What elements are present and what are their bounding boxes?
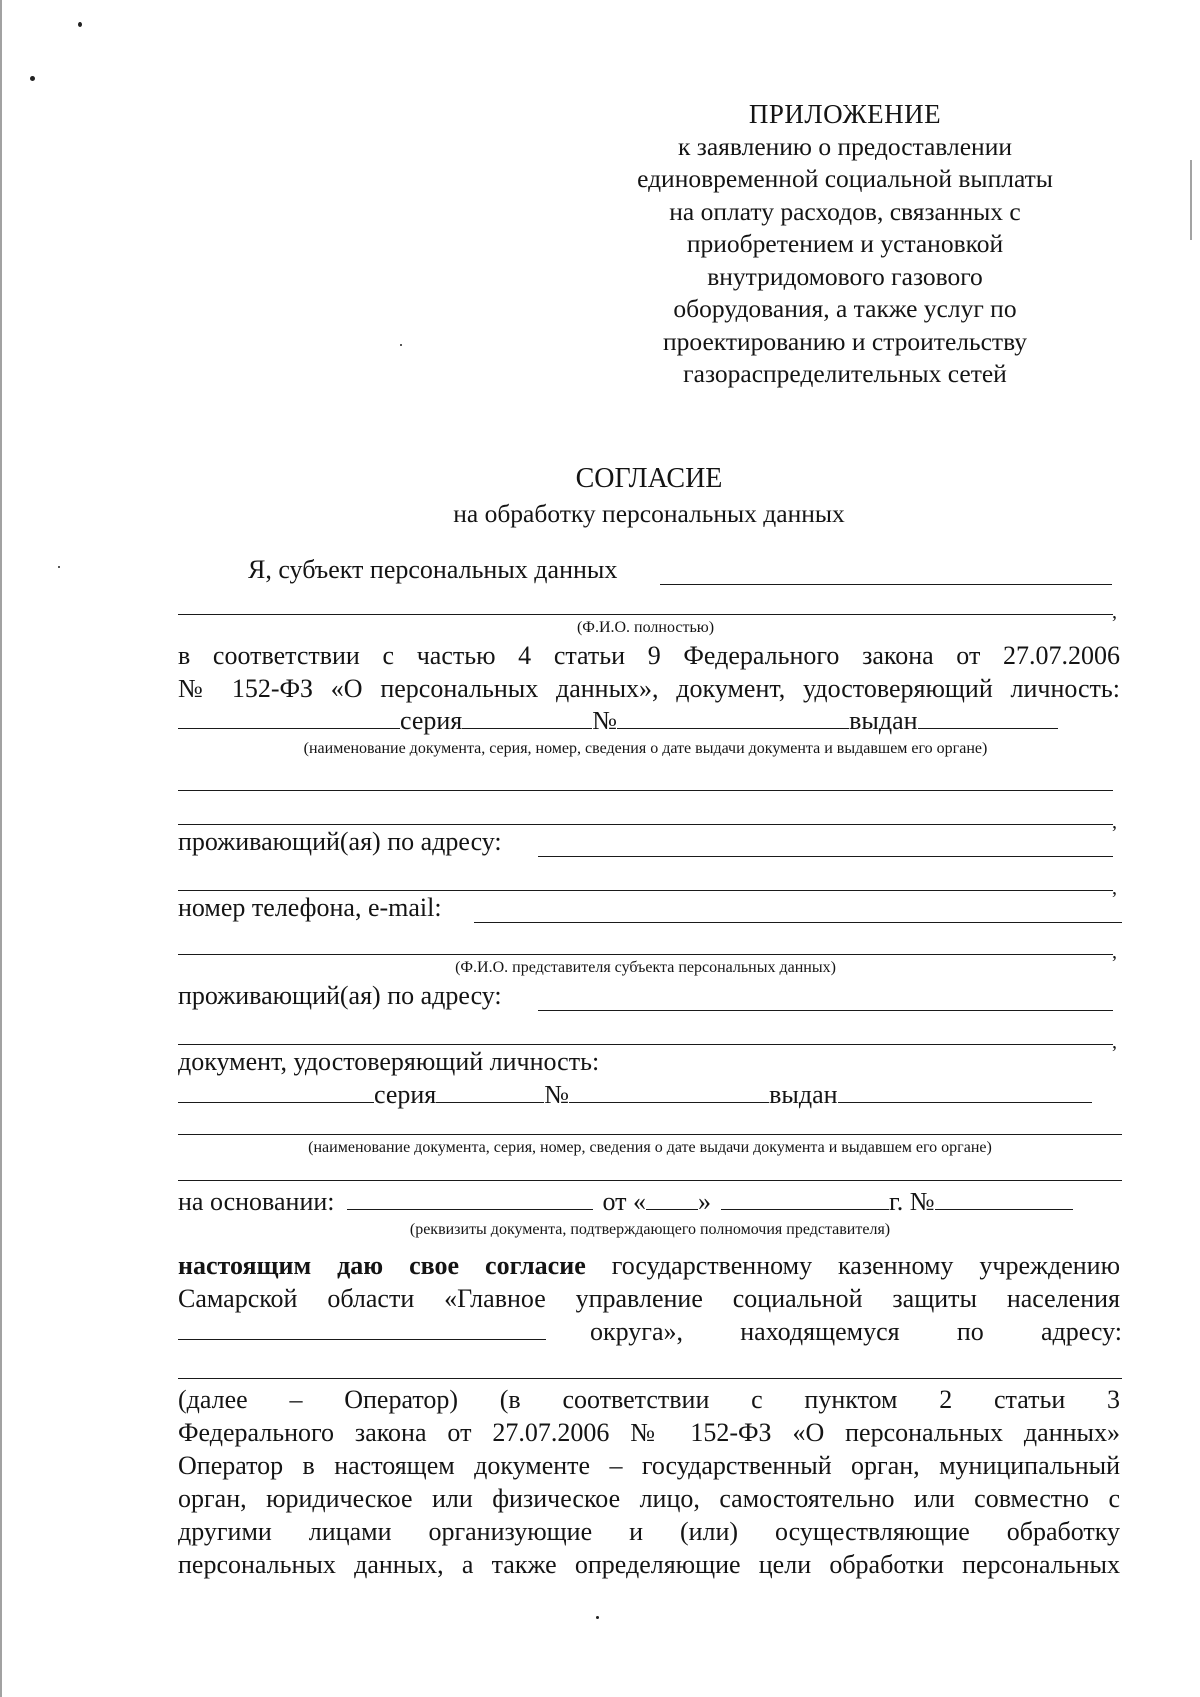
annex-heading: ПРИЛОЖЕНИЕ — [748, 99, 942, 129]
annex-line: газораспределительных сетей — [683, 359, 1007, 388]
scan-edge-right — [1190, 160, 1192, 240]
annex-line: к заявлению о предоставлении — [678, 131, 1012, 161]
issued-label: выдан — [849, 706, 918, 735]
rep-address-field[interactable] — [538, 1010, 1113, 1011]
consent-bold: настоящим даю свое согласие — [178, 1251, 586, 1280]
basis-close-quote: » — [698, 1187, 712, 1216]
subject-label: Я, субъект персональных данных — [248, 555, 618, 584]
rep-address-field-2[interactable] — [178, 1044, 1113, 1045]
rep-issued-field[interactable] — [838, 1080, 1092, 1103]
series-label: серия — [400, 706, 463, 735]
annex-line: приобретением и установкой — [686, 229, 1004, 258]
consent-line-3 — [178, 1316, 1122, 1348]
scan-edge-left — [0, 0, 8, 1697]
rep-issued-label: выдан — [769, 1080, 838, 1109]
issued-field[interactable] — [918, 706, 1058, 729]
comma: , — [1112, 601, 1117, 623]
consent-word: округа», — [590, 1317, 683, 1346]
basis-year-label: г. № — [889, 1187, 935, 1216]
series-field[interactable] — [462, 706, 592, 729]
operator-address-field[interactable] — [178, 1378, 1122, 1379]
consent-line-2: Самарской области «Главное управление социальной защиты населения — [178, 1284, 1120, 1313]
address-field[interactable] — [538, 856, 1113, 857]
law-line-1: в соответствии с частью 4 статьи 9 Федерального закона от 27.07.2006 — [178, 641, 1120, 670]
document-caption: (наименование документа, серия, номер, сведения о дате выдачи документа и выдавшем его органе) — [303, 740, 988, 757]
consent-line-1 — [178, 1250, 1120, 1283]
para-line-5: другими лицами организующие и (или) осуществляющие обработку — [178, 1517, 1120, 1546]
document-title: СОГЛАСИЕ — [575, 463, 723, 494]
number-label: № — [592, 706, 618, 735]
basis-document-field[interactable] — [347, 1187, 593, 1210]
address-field-2[interactable] — [178, 890, 1113, 891]
rep-series-field[interactable] — [436, 1080, 544, 1103]
representative-name-field[interactable] — [178, 954, 1113, 955]
address-label: проживающий(ая) по адресу: — [178, 827, 502, 856]
annex-line: оборудования, а также услуг по — [673, 294, 1017, 323]
rep-series-label: серия — [374, 1080, 437, 1109]
basis-number-field[interactable] — [935, 1187, 1073, 1210]
document-details-field[interactable] — [178, 790, 1113, 791]
rep-doc-label: документ, удостоверяющий личность: — [178, 1047, 600, 1076]
subject-name-field[interactable] — [660, 584, 1112, 585]
comma: , — [1112, 941, 1117, 963]
representative-caption: (Ф.И.О. представителя субъекта персональных данных) — [455, 959, 836, 976]
rep-address-label: проживающий(ая) по адресу: — [178, 981, 502, 1010]
number-field[interactable] — [617, 706, 849, 729]
rep-document-details-field[interactable] — [178, 1134, 1122, 1135]
district-field[interactable] — [178, 1317, 546, 1340]
basis-day-field[interactable] — [646, 1187, 698, 1210]
basis-from-label: от « — [602, 1187, 647, 1216]
law-line-2: № 152-ФЗ «О персональных данных», документ, удостоверяющий личность: — [178, 674, 1120, 703]
consent-word: по — [956, 1317, 984, 1346]
basis-label: на основании: — [178, 1187, 335, 1216]
consent-line-1-rest: государственному казенному учреждению — [611, 1251, 1120, 1280]
scan-speck — [30, 76, 35, 81]
basis-row — [178, 1186, 1113, 1218]
para-line-6: персональных данных, а также определяющие цели обработки персональных — [178, 1550, 1120, 1579]
annex-line: на оплату расходов, связанных с — [669, 196, 1021, 226]
scan-speck — [58, 566, 60, 568]
rep-document-row — [178, 1079, 1113, 1111]
document-subtitle: на обработку персональных данных — [453, 499, 845, 528]
rep-document-caption: (наименование документа, серия, номер, сведения о дате выдачи документа и выдавшем его органе) — [308, 1139, 992, 1156]
annex-header — [590, 98, 1100, 391]
scan-speck — [400, 344, 402, 346]
annex-line: проектированию и строительству — [663, 326, 1027, 356]
rep-document-type-field[interactable] — [178, 1080, 374, 1103]
subject-name-field-2[interactable] — [178, 614, 1113, 615]
annex-line: внутридомового газового — [707, 261, 983, 291]
scan-speck — [78, 22, 82, 27]
para-line-2: Федерального закона от 27.07.2006 № 152-ФЗ «О персональных данных» — [178, 1418, 1120, 1447]
rep-number-field[interactable] — [569, 1080, 769, 1103]
consent-word: адресу: — [1040, 1317, 1122, 1346]
scan-speck — [596, 1616, 599, 1619]
phone-label: номер телефона, e-mail: — [178, 893, 442, 922]
basis-month-field[interactable] — [721, 1187, 889, 1210]
rep-number-label: № — [544, 1080, 570, 1109]
comma: , — [1112, 811, 1117, 833]
consent-word: находящемуся — [740, 1317, 900, 1346]
document-type-field[interactable] — [178, 706, 400, 729]
para-line-4: орган, юридическое или физическое лицо, самостоятельно или совместно с — [178, 1484, 1120, 1513]
para-line-1: (далее – Оператор) (в соответствии с пунктом 2 статьи 3 — [178, 1385, 1120, 1414]
document-row — [178, 705, 1113, 737]
basis-caption: (реквизиты документа, подтверждающего полномочия представителя) — [409, 1221, 891, 1238]
rep-document-details-field-2[interactable] — [178, 1180, 1122, 1181]
para-line-3: Оператор в настоящем документе – государственный орган, муниципальный — [178, 1451, 1120, 1480]
phone-email-field[interactable] — [474, 922, 1122, 923]
comma: , — [1112, 877, 1117, 899]
comma: , — [1112, 1031, 1117, 1053]
annex-line: единовременной социальной выплаты — [637, 164, 1053, 193]
fio-caption: (Ф.И.О. полностью) — [576, 619, 715, 636]
document-details-field-2[interactable] — [178, 824, 1113, 825]
